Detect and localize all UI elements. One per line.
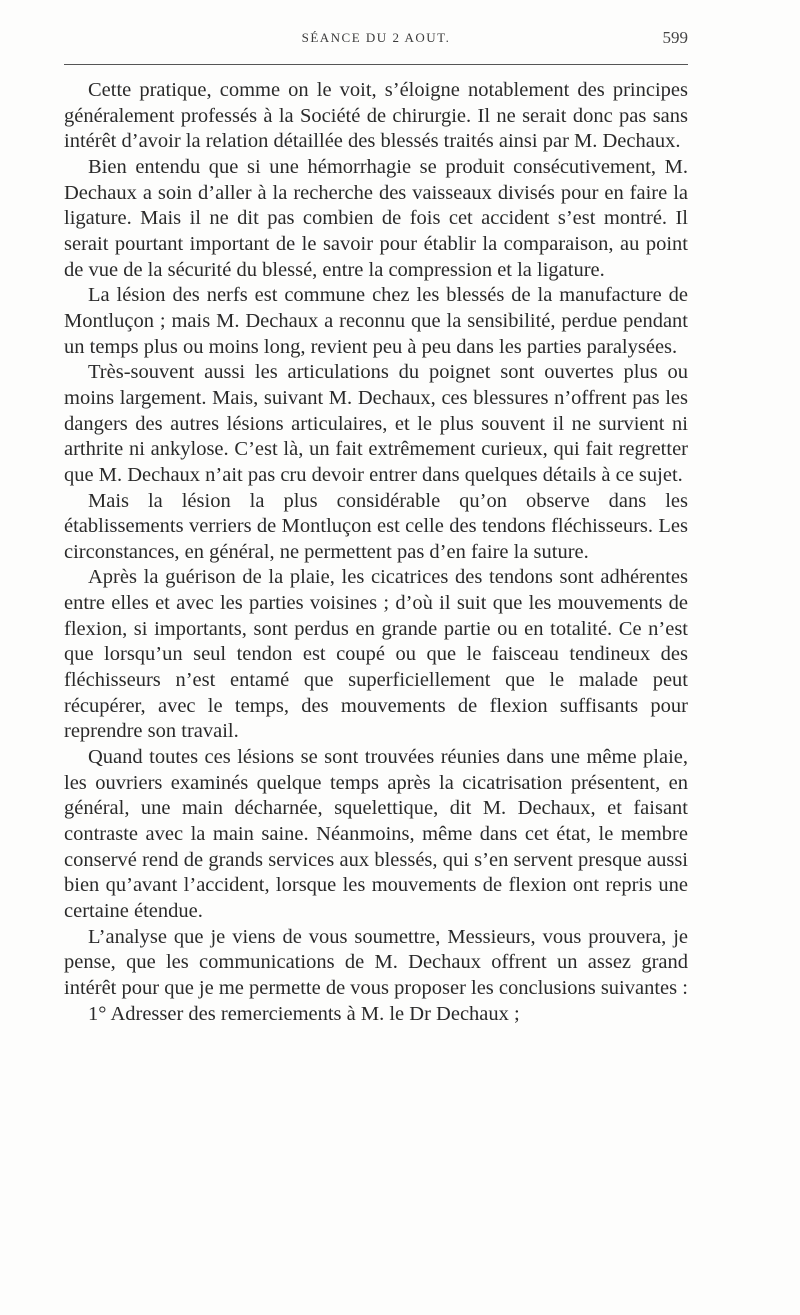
paragraph: L’analyse que je viens de vous soumettre, Messieurs, vous prouvera, je pense, que les communications de M. Dechaux offrent un assez grand intérêt pour que je me permette de vous proposer les conclusions suivantes : [64, 925, 688, 999]
paragraph: Cette pratique, comme on le voit, s’éloigne notablement des principes généralement professés à la Société de chirurgie. Il ne serait donc pas sans intérêt d’avoir la relation détaillée des blessés traités ainsi par M. Dechaux. [64, 79, 688, 153]
body-text [64, 78, 688, 1027]
paragraph: Quand toutes ces lésions se sont trouvées réunies dans une même plaie, les ouvriers examinés quelque temps après la cicatrisation présentent, en général, une main décharnée, squelettique, dit M. Dechaux, et faisant contraste avec la main saine. Néanmoins, même dans cet état, le membre conservé rend de grands services aux blessés, qui s’en servent presque aussi bien qu’avant l’accident, lorsque les mouvements de flexion ont repris une certaine étendue. [64, 746, 688, 922]
page-number: 599 [662, 28, 688, 47]
running-title: SÉANCE DU 2 AOUT. [301, 30, 451, 45]
paragraph: Très-souvent aussi les articulations du poignet sont ouvertes plus ou moins largement. Mais, suivant M. Dechaux, ces blessures n’offrent pas les dangers des autres lésions articulaires, et le plus souvent il ne survient ni arthrite ni ankylose. C’est là, un fait extrêmement curieux, qui fait regretter que M. Dechaux n’ait pas cru devoir entrer dans quelques détails à ce sujet. [64, 361, 688, 486]
running-head [64, 30, 688, 54]
header-rule [64, 64, 688, 65]
conclusion-item: 1° Adresser des remerciements à M. le Dr Dechaux ; [88, 1002, 520, 1025]
paragraph: Après la guérison de la plaie, les cicatrices des tendons sont adhérentes entre elles et avec les parties voisines ; d’où il suit que les mouvements de flexion, si importants, sont perdus en grande partie ou en totalité. Ce n’est que lorsqu’un seul tendon est coupé ou que le faisceau tendineux des fléchisseurs n’est entamé que superficiellement que le malade peut récupérer, avec le temps, des mouvements de flexion suffisants pour reprendre son travail. [64, 566, 688, 743]
paragraph: Bien entendu que si une hémorrhagie se produit consécutivement, M. Dechaux a soin d’aller à la recherche des vaisseaux divisés pour en faire la ligature. Mais il ne dit pas combien de fois cet accident s’est montré. Il serait pourtant important de le savoir pour établir la comparaison, au point de vue de la sécurité du blessé, entre la compression et la ligature. [64, 155, 688, 281]
paragraph: Mais la lésion la plus considérable qu’on observe dans les établissements verriers de Montluçon est celle des tendons fléchisseurs. Les circonstances, en général, ne permettent pas d’en faire la suture. [64, 489, 688, 563]
paragraph: La lésion des nerfs est commune chez les blessés de la manufacture de Montluçon ; mais M. Dechaux a reconnu que la sensibilité, perdue pendant un temps plus ou moins long, revient peu à peu dans les parties paralysées. [64, 284, 688, 358]
